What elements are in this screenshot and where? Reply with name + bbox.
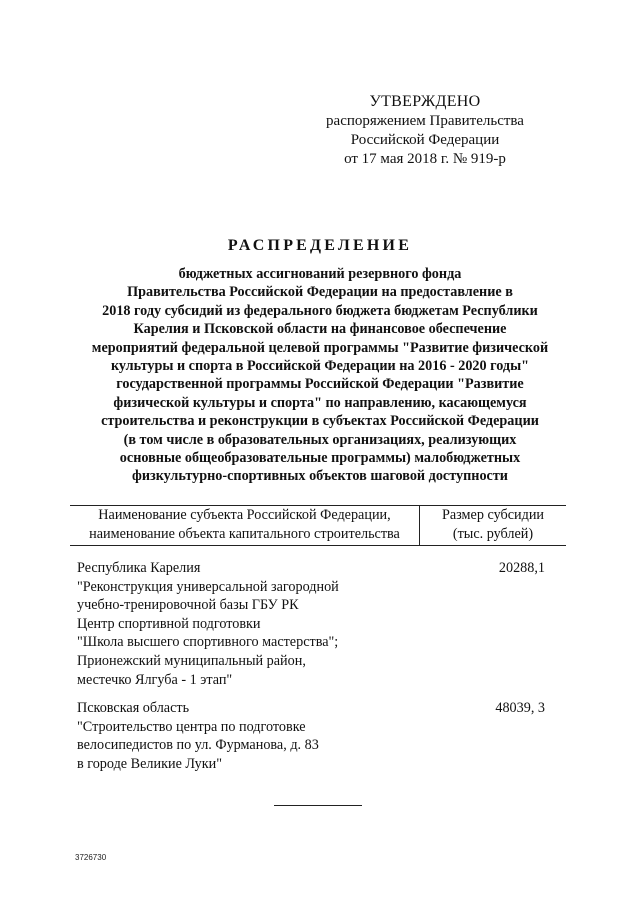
approval-block [300,92,550,169]
row-line: "Школа высшего спортивного мастерства"; [77,634,339,651]
approval-line-order: распоряжением Правительства [326,113,524,129]
subtitle-line: физической культуры и спорта" по направлению, касающемуся [113,394,527,411]
document-subtitle [70,265,570,486]
approval-heading: УТВЕРЖДЕНО [369,93,481,110]
row-line: Центр спортивной подготовки [77,615,261,632]
end-separator-line [274,805,362,806]
row-line: велосипедистов по ул. Фурманова, д. 83 [77,737,319,754]
subtitle-line: основные общеобразовательные программы) малобюджетных [119,450,521,467]
table-header-amount-line: (тыс. рублей) [452,526,534,542]
subtitle-line: Правительства Российской Федерации на предоставление в [127,284,513,301]
subtitle-line: (в том числе в образовательных организациях, реализующих [123,431,517,448]
row-line: Псковская область [77,700,190,716]
row-line: Прионежский муниципальный район, [77,652,306,669]
row-line: в городе Великие Луки" [77,755,223,772]
subtitle-line: культуры и спорта в Российской Федерации на 2016 - 2020 годы" [110,358,530,375]
table-header-amount-line: Размер субсидии [441,507,545,523]
subtitle-line: строительства и реконструкции в субъектах Российской Федерации [101,413,539,430]
table-header-name-line: наименование объекта капитального строительства [89,526,400,542]
table-header-name-line: Наименование субъекта Российской Федерации, [98,507,391,523]
row-line: учебно-тренировочной базы ГБУ РК [77,597,299,614]
row-line: "Реконструкция универсальной загородной [77,578,339,595]
approval-line-government: Российской Федерации [350,132,500,148]
table-header-bottom-border [70,545,566,546]
subtitle-line: 2018 году субсидий из федерального бюджета бюджетам Республики [102,302,538,319]
approval-line-date-number: от 17 мая 2018 г. № 919-р [344,151,506,167]
row-line: "Строительство центра по подготовке [77,718,306,735]
subtitle-line: бюджетных ассигнований резервного фонда [178,266,462,282]
row-object-name [77,699,417,773]
row-subsidy-amount: 48039, 3 [495,700,545,716]
subtitle-line: Карелия и Псковской области на финансовое обеспечение [133,321,507,338]
table-row [77,559,557,689]
row-line: Республика Карелия [77,560,201,576]
row-subsidy-amount: 20288,1 [498,560,545,576]
table-header-name [70,506,419,544]
subtitle-line: мероприятий федеральной целевой программы "Развитие физической [91,339,549,356]
document-code: 3726730 [75,853,107,862]
table-header-amount [420,506,566,544]
subtitle-line: государственной программы Российской Федерации "Развитие [116,376,524,393]
table-row [77,699,557,773]
subtitle-line: физкультурно-спортивных объектов шаговой доступности [132,468,508,485]
row-line: местечко Ялгуба - 1 этап" [77,671,233,688]
document-title: РАСПРЕДЕЛЕНИЕ [227,237,413,254]
row-object-name [77,559,417,689]
